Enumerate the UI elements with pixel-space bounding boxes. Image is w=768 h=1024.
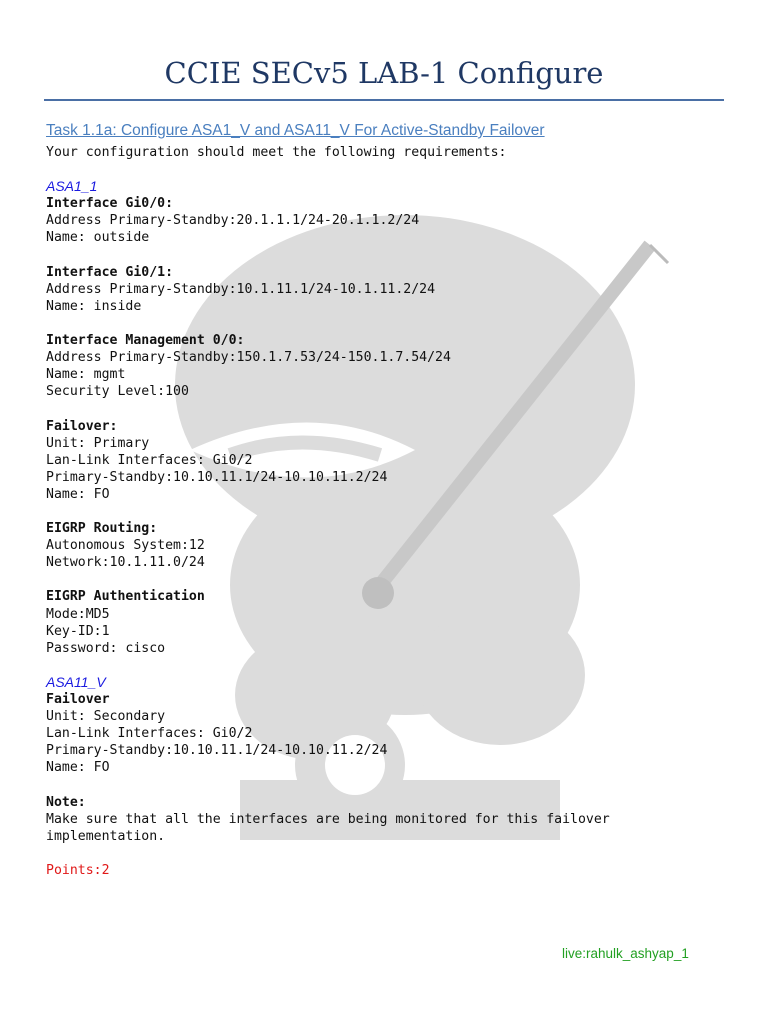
requirements-body [46,144,726,879]
points-label: Points:2 [46,862,110,878]
failover-name: Name: FO [46,486,110,502]
note-line-1: Make sure that all the interfaces are being monitored for this failover [46,811,610,827]
asa11-name: Name: FO [46,760,110,776]
eigrp-auth-mode: Mode:MD5 [46,606,110,622]
eigrp-as: Autonomous System:12 [46,538,205,554]
failover-unit: Unit: Primary [46,435,150,451]
gi00-address: Address Primary-Standby:20.1.1.1/24-20.1.1.2/24 [46,213,420,229]
eigrp-auth-heading: EIGRP Authentication [46,589,205,605]
asa11-lan-link: Lan-Link Interfaces: Gi0/2 [46,726,253,742]
title-divider [44,99,724,101]
gi01-heading: Interface Gi0/1: [46,264,174,280]
eigrp-auth-password: Password: cisco [46,640,166,656]
asa11-unit: Unit: Secondary [46,709,166,725]
asa11-failover-heading: Failover [46,692,110,707]
footer-credit: live:rahulk_ashyap_1 [562,946,689,961]
eigrp-auth-key: Key-ID:1 [46,623,110,639]
mgmt-heading: Interface Management 0/0: [46,333,245,349]
intro-text: Your configuration should meet the following requirements: [46,145,507,160]
device-heading-asa11: ASA11_V [46,673,106,690]
asa11-primary-standby: Primary-Standby:10.10.11.1/24-10.10.11.2/24 [46,743,388,759]
mgmt-security-level: Security Level:100 [46,384,189,400]
gi01-name: Name: inside [46,298,142,314]
failover-primary-standby: Primary-Standby:10.10.11.1/24-10.10.11.2/24 [46,469,388,485]
page-title: CCIE SECv5 LAB-1 Configure [164,56,604,90]
note-line-2: implementation. [46,828,166,844]
mgmt-name: Name: mgmt [46,367,126,383]
device-heading-asa1: ASA1_1 [46,178,98,195]
eigrp-heading: EIGRP Routing: [46,521,158,537]
gi00-name: Name: outside [46,230,150,246]
failover-lan-link: Lan-Link Interfaces: Gi0/2 [46,452,253,468]
mgmt-address: Address Primary-Standby:150.1.7.53/24-150.1.7.54/24 [46,350,451,366]
gi01-address: Address Primary-Standby:10.1.11.1/24-10.1.11.2/24 [46,281,436,297]
gi00-heading: Interface Gi0/0: [46,196,174,212]
note-heading: Note: [46,794,86,810]
task-heading: Task 1.1a: Configure ASA1_V and ASA11_V For Active-Standby Failover [46,122,545,139]
eigrp-network: Network:10.1.11.0/24 [46,555,205,571]
failover-heading: Failover: [46,418,118,434]
